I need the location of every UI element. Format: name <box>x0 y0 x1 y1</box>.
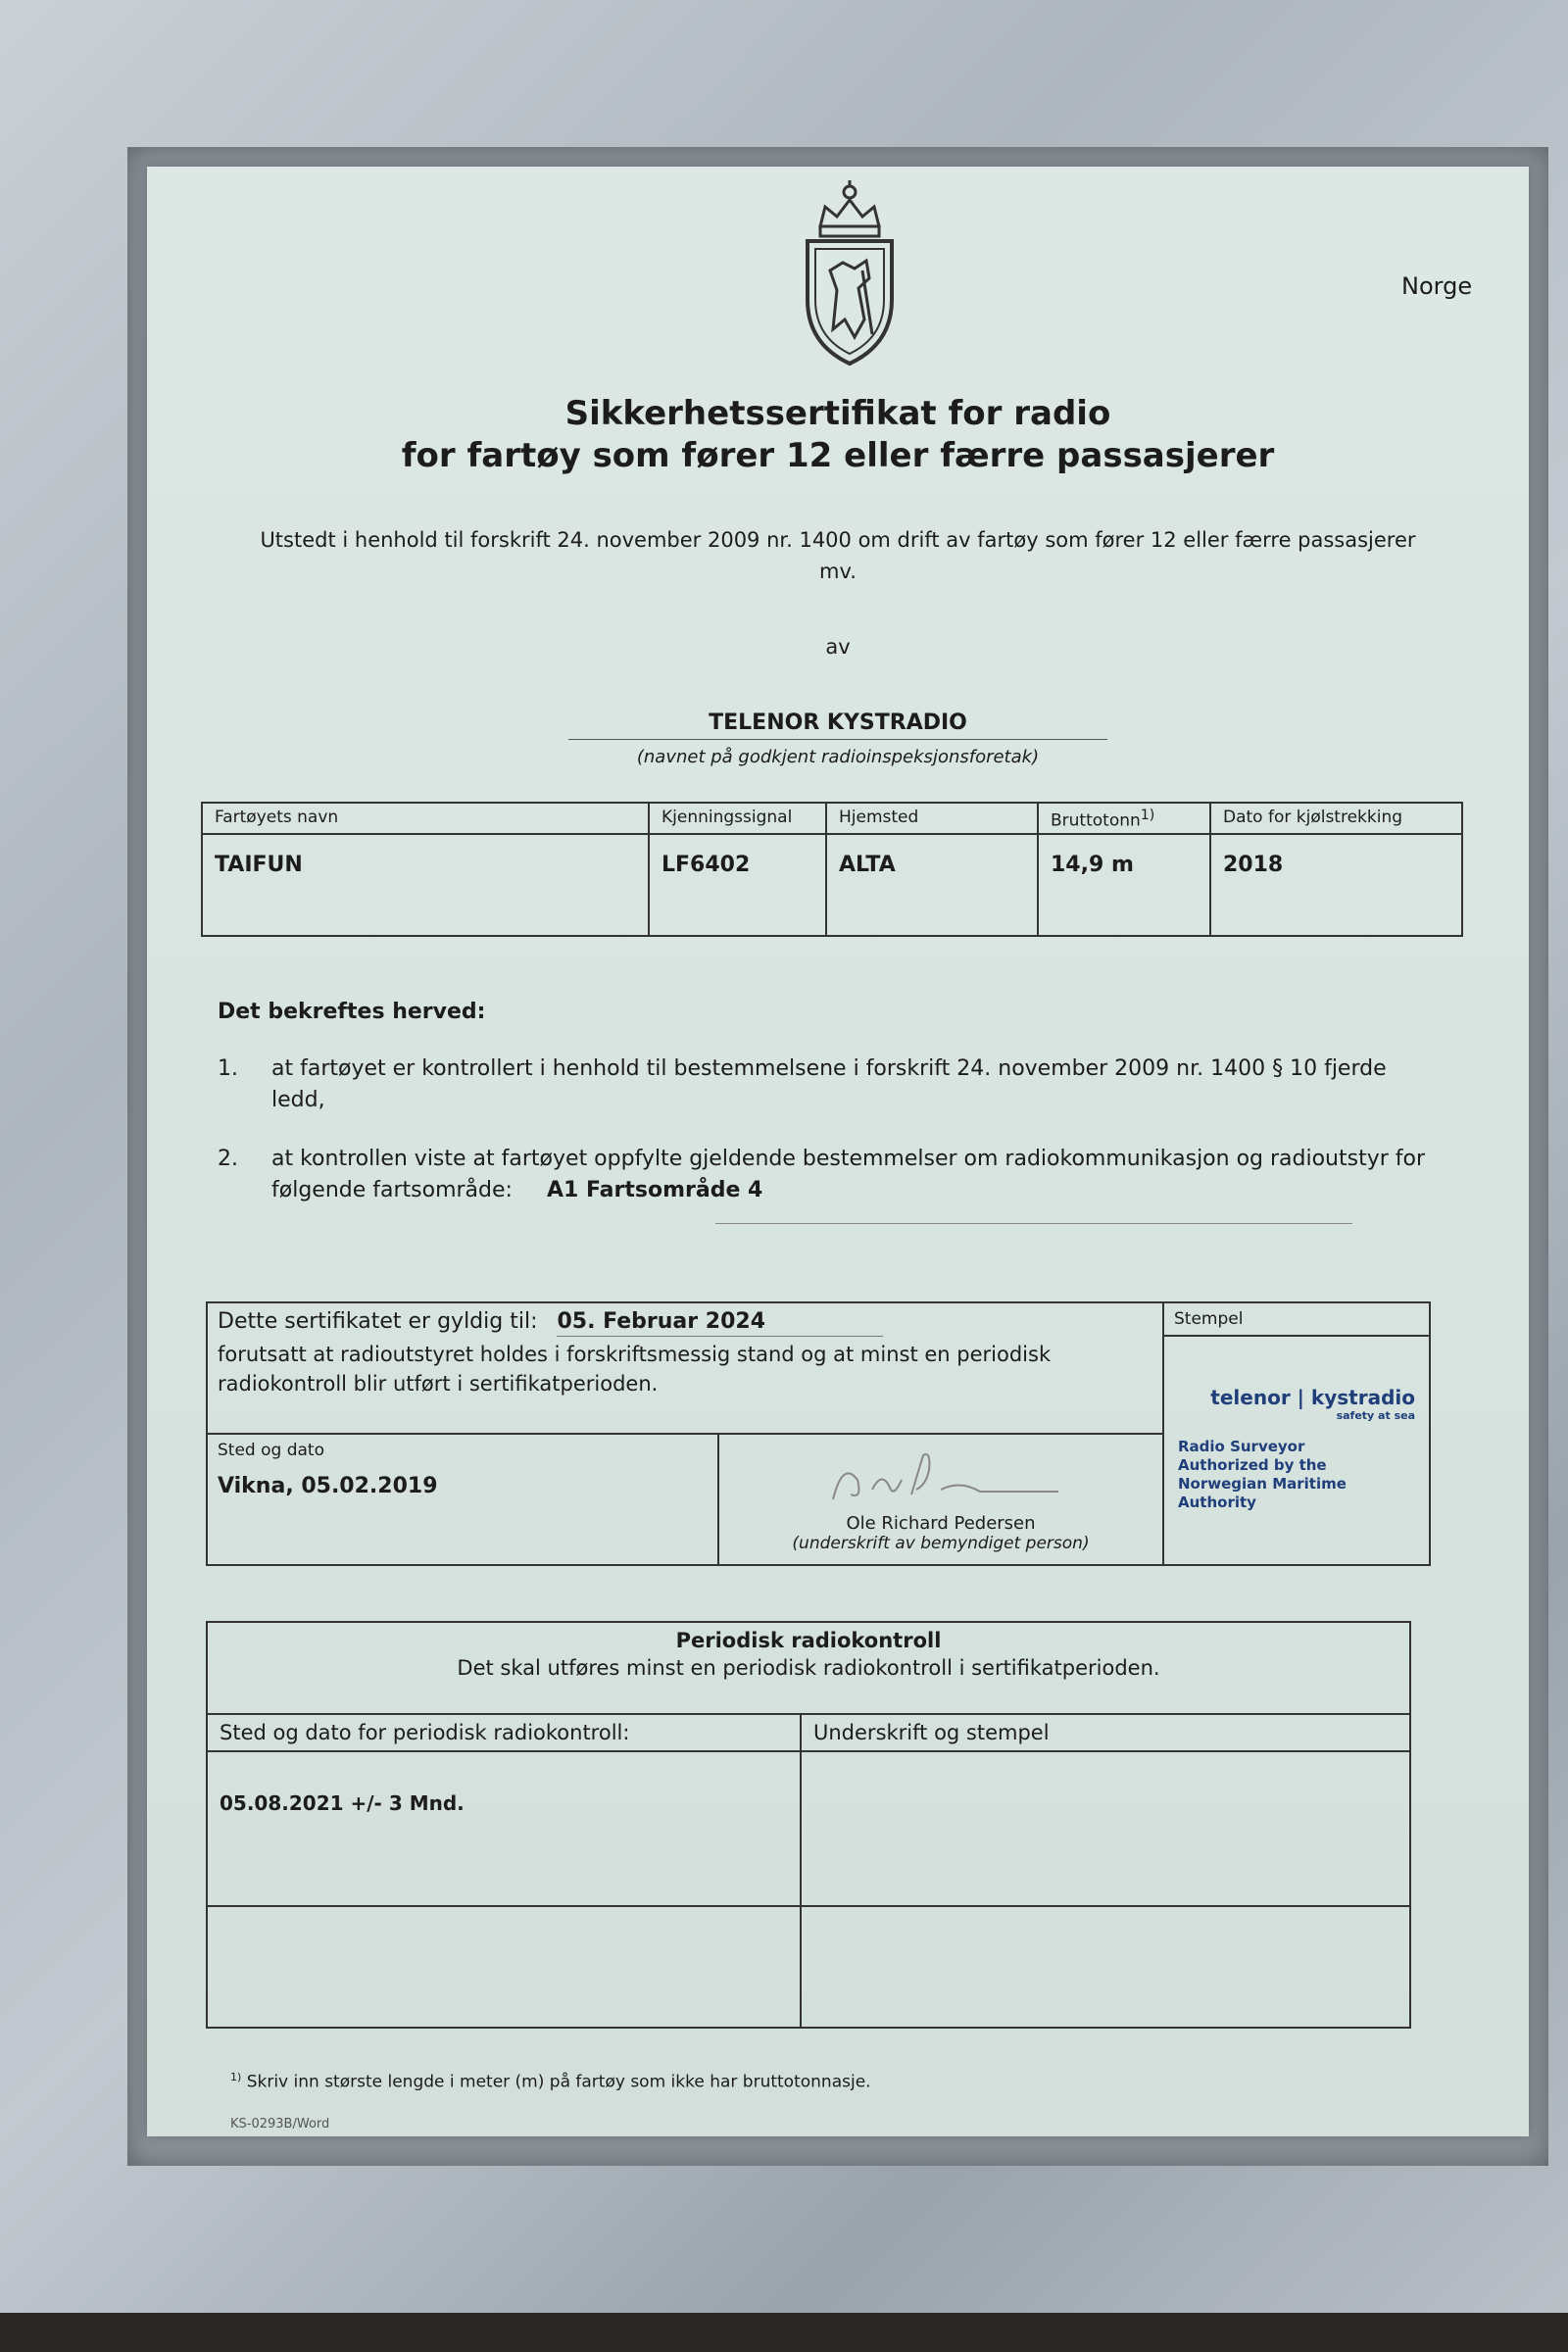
stamp-line-3: Norwegian Maritime Authority <box>1178 1475 1347 1511</box>
footnote-mark: 1) <box>230 2071 242 2083</box>
footnote-mark: 1) <box>1140 808 1155 823</box>
area-underline <box>715 1223 1352 1224</box>
norwegian-coat-of-arms-icon <box>796 172 904 368</box>
signature-cell <box>718 1434 1163 1565</box>
issued-under-text: Utstedt i henhold til forskrift 24. november 2009 nr. 1400 om drift av fartøy som fører 12 eller færre passasjerer mv. <box>260 528 1416 583</box>
company-name: TELENOR KYSTRADIO <box>568 710 1107 740</box>
stamp-brand: telenor | kystradio <box>1210 1386 1415 1409</box>
validity-table <box>206 1301 1431 1566</box>
header-vessel-name: Fartøyets navn <box>202 803 649 834</box>
periodic-row-2 <box>207 1906 1410 2028</box>
handwritten-signature-icon <box>813 1441 1068 1509</box>
confirmation-item-2 <box>218 1144 1443 1212</box>
header-call-sign: Kjenningssignal <box>649 803 826 834</box>
item-number: 1. <box>218 1056 238 1081</box>
periodic-row-1 <box>207 1751 1410 1906</box>
footnote-text: Skriv inn største lengde i meter (m) på fartøy som ikke har bruttotonnasje. <box>246 2072 871 2092</box>
stamp-line-2: Authorized by the <box>1178 1456 1327 1474</box>
stamp-impression <box>1164 1386 1429 1512</box>
validity-row <box>207 1302 1430 1434</box>
form-code: KS-0293B/Word <box>230 2117 330 2132</box>
periodic-title-row <box>207 1622 1410 1714</box>
item-text: at fartøyet er kontrollert i henhold til bestemmelsene i forskrift 24. november 2009 nr. 1400 § 10 fjerde ledd, <box>271 1056 1387 1112</box>
footnote <box>230 2071 871 2092</box>
periodic-row-2-place-date <box>207 1906 801 2028</box>
periodic-title-cell <box>207 1622 1410 1714</box>
vessel-table-header-row <box>202 803 1462 834</box>
header-home-port: Hjemsted <box>826 803 1038 834</box>
stamp-tagline: safety at sea <box>1336 1409 1415 1422</box>
place-date-label: Sted og dato <box>218 1441 324 1460</box>
signer-note: (underskrift av bemyndiget person) <box>792 1534 1090 1553</box>
vessel-table-value-row <box>202 834 1462 936</box>
validity-condition: forutsatt at radioutstyret holdes i forskriftsmessig stand og at minst en periodisk radiokontroll blir utført i sertifikatperioden. <box>218 1343 1052 1396</box>
certificate-document <box>147 167 1529 2136</box>
valid-until-label: Dette sertifikatet er gyldig til: <box>218 1309 538 1334</box>
periodic-title: Periodisk radiokontroll <box>675 1629 942 1652</box>
validity-line <box>218 1309 1152 1334</box>
vessel-table <box>201 802 1463 937</box>
header-gross-tonnage-label: Bruttotonn <box>1051 810 1141 831</box>
gross-tonnage-value: 14,9 m <box>1038 834 1210 936</box>
stamp-cell <box>1163 1302 1430 1565</box>
header-gross-tonnage <box>1038 803 1210 834</box>
header-keel-date: Dato for kjølstrekking <box>1210 803 1462 834</box>
by-label: av <box>825 635 851 659</box>
document-title: Sikkerhetssertifikat for radio <box>564 394 1111 433</box>
periodic-row-1-place-date: 05.08.2021 +/- 3 Mnd. <box>207 1751 801 1906</box>
stamp-text <box>1178 1438 1415 1512</box>
vessel-name-value: TAIFUN <box>202 834 649 936</box>
home-port-value: ALTA <box>826 834 1038 936</box>
signer-name: Ole Richard Pedersen <box>846 1513 1036 1534</box>
validity-cell <box>207 1302 1163 1434</box>
periodic-col-place-date: Sted og dato for periodisk radiokontroll: <box>207 1714 801 1751</box>
stamp-label: Stempel <box>1164 1303 1429 1337</box>
place-date-cell <box>207 1434 718 1565</box>
confirmation-heading: Det bekreftes herved: <box>218 1000 486 1024</box>
periodic-subtitle: Det skal utføres minst en periodisk radiokontroll i sertifikatperioden. <box>457 1656 1160 1680</box>
place-date-value: Vikna, 05.02.2019 <box>218 1474 438 1498</box>
navigation-area-value: A1 Fartsområde 4 <box>546 1178 763 1202</box>
periodic-header-row <box>207 1714 1410 1751</box>
company-note: (navnet på godkjent radioinspeksjonsforetak) <box>636 747 1040 767</box>
periodic-control-table <box>206 1621 1411 2029</box>
periodic-row-2-signature <box>801 1906 1410 2028</box>
item-text: at kontrollen viste at fartøyet oppfylte gjeldende bestemmelser om radiokommunikasjon og radioutstyr for følgende fartsområde: <box>271 1147 1426 1202</box>
document-subtitle: for fartøy som fører 12 eller færre passasjerer <box>401 436 1275 475</box>
call-sign-value: LF6402 <box>649 834 826 936</box>
country-label: Norge <box>1401 272 1473 300</box>
periodic-col-signature: Underskrift og stempel <box>801 1714 1410 1751</box>
item-text-container <box>271 1144 1443 1206</box>
valid-until-date: 05. Februar 2024 <box>557 1309 883 1337</box>
periodic-row-1-signature <box>801 1751 1410 1906</box>
stamp-line-1: Radio Surveyor <box>1178 1438 1305 1455</box>
keel-date-value: 2018 <box>1210 834 1462 936</box>
confirmation-item-1 <box>218 1054 1443 1122</box>
item-number: 2. <box>218 1147 238 1171</box>
